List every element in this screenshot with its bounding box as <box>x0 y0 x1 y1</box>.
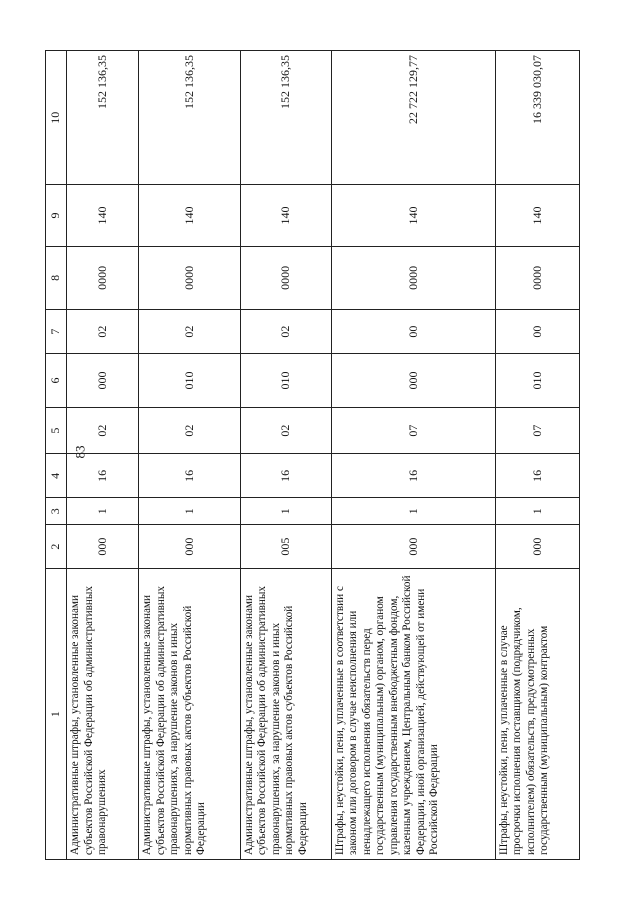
code-cell: 1 <box>240 498 331 525</box>
code-cell: 000 <box>331 354 495 408</box>
budget-table <box>45 50 580 860</box>
code-cell: 0000 <box>67 246 139 310</box>
code-cell: 02 <box>240 310 331 354</box>
amount-cell: 152 136,35 <box>240 51 331 186</box>
code-cell: 07 <box>331 407 495 453</box>
code-cell: 1 <box>67 498 139 525</box>
col-header: 2 <box>46 525 67 569</box>
code-cell: 010 <box>240 354 331 408</box>
amount-cell: 16 339 030,07 <box>495 51 579 186</box>
code-cell: 000 <box>67 354 139 408</box>
col-header: 4 <box>46 454 67 498</box>
code-cell: 000 <box>67 525 139 569</box>
code-cell: 005 <box>240 525 331 569</box>
code-cell: 0000 <box>139 246 241 310</box>
code-cell: 02 <box>67 407 139 453</box>
code-cell: 00 <box>495 310 579 354</box>
code-cell: 0000 <box>495 246 579 310</box>
code-cell: 1 <box>495 498 579 525</box>
table-row <box>240 51 331 860</box>
table-row <box>67 51 139 860</box>
code-cell: 02 <box>139 407 241 453</box>
code-cell: 140 <box>495 185 579 246</box>
code-cell: 02 <box>139 310 241 354</box>
code-cell: 1 <box>331 498 495 525</box>
row-description: Административные штрафы, установленные законами субъектов Российской Федерации об административных правонарушениях <box>67 569 139 860</box>
row-description: Административные штрафы, установленные законами субъектов Российской Федерации об административных правонарушениях, за нарушение законов и иных нормативных правовых актов субъектов Российской Федерации <box>139 569 241 860</box>
code-cell: 010 <box>495 354 579 408</box>
code-cell: 140 <box>139 185 241 246</box>
code-cell: 010 <box>139 354 241 408</box>
code-cell: 140 <box>67 185 139 246</box>
code-cell: 0000 <box>331 246 495 310</box>
code-cell: 140 <box>331 185 495 246</box>
code-cell: 16 <box>67 454 139 498</box>
code-cell: 16 <box>331 454 495 498</box>
col-header: 3 <box>46 498 67 525</box>
table-row <box>495 51 579 860</box>
col-header: 1 <box>46 569 67 860</box>
amount-cell: 152 136,35 <box>139 51 241 186</box>
page-number: 83 <box>72 445 88 459</box>
table-row <box>139 51 241 860</box>
code-cell: 000 <box>495 525 579 569</box>
row-description: Административные штрафы, установленные законами субъектов Российской Федерации об административных правонарушениях, за нарушение законов и иных нормативных правовых актов субъектов Российской Федерации <box>240 569 331 860</box>
col-header: 9 <box>46 185 67 246</box>
col-header: 10 <box>46 51 67 186</box>
amount-cell: 152 136,35 <box>67 51 139 186</box>
col-header: 5 <box>46 407 67 453</box>
code-cell: 02 <box>240 407 331 453</box>
col-header: 7 <box>46 310 67 354</box>
row-description: Штрафы, неустойки, пени, уплаченные в случае просрочки исполнения поставщиком (подрядчиком, исполнителем) обязательств, предусмотренных государственным (муниципальным) контрактом <box>495 569 579 860</box>
code-cell: 1 <box>139 498 241 525</box>
row-description: Штрафы, неустойки, пени, уплаченные в соответствии с законом или договором в случае неисполнения или ненадлежащего исполнения обязательств перед государственным (муниципальным) органом, органом управления государственным внебюджетным фондом, казенным учреждением, Центральным банком Российской Федерации, иной организацией, действующей от имени Российской Федерации <box>331 569 495 860</box>
col-header: 8 <box>46 246 67 310</box>
code-cell: 02 <box>67 310 139 354</box>
code-cell: 000 <box>139 525 241 569</box>
header-row <box>46 51 67 860</box>
code-cell: 16 <box>495 454 579 498</box>
table-row <box>331 51 495 860</box>
code-cell: 0000 <box>240 246 331 310</box>
code-cell: 16 <box>240 454 331 498</box>
amount-cell: 22 722 129,77 <box>331 51 495 186</box>
col-header: 6 <box>46 354 67 408</box>
code-cell: 16 <box>139 454 241 498</box>
code-cell: 000 <box>331 525 495 569</box>
code-cell: 140 <box>240 185 331 246</box>
code-cell: 00 <box>331 310 495 354</box>
code-cell: 07 <box>495 407 579 453</box>
rotated-page <box>45 50 580 860</box>
